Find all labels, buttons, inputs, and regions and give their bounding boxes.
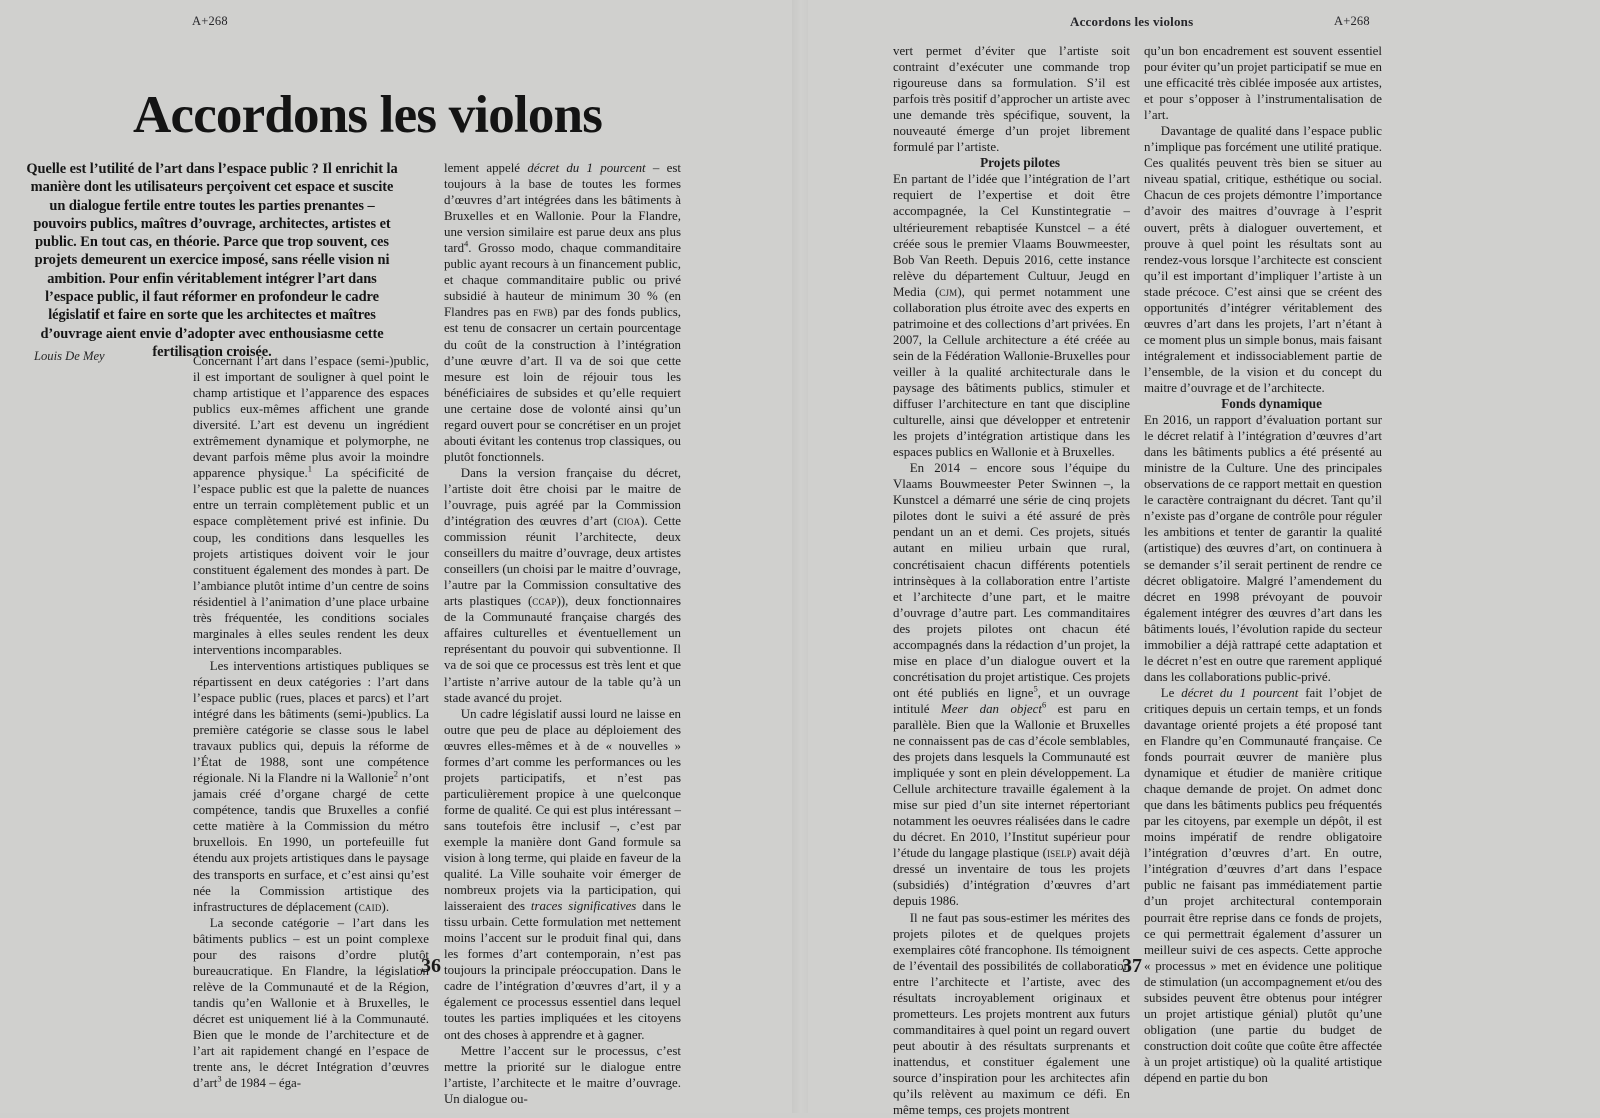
body-column-1 [193,353,429,1091]
paragraph: lement appelé décret du 1 pourcent – est toujours à la base de toutes les formes d’œuvres d’art intégrées dans les bâtiments à Bruxelles et en Wallonie. Pour la Flandre, une version similaire est parue deux ans plus tard$^4$. Grosso modo, chaque commanditaire public ayant recours à un financement public, et chaque commanditaire public ou privé subsidié à hauteur de minimum 30 % (en Flandres pas en fwb) par des fonds publics, est tenu de consacrer un certain pourcentage du coût de la construction à l’intégration d’une œuvre d’art. Il va de soi que cette mesure est loin de réjouir tous les bénéficiaires de subsides et qu’elle requiert une certaine dose de volonté ainsi qu’un regard ouvert pour se concrétiser en un projet abouti évitant les contenus trop classiques, ou plutôt fonctionnels. [444,161,681,464]
paragraph: Mettre l’accent sur le processus, c’est mettre la priorité sur le dialogue entre l’artiste, l’architecte et le maitre d’ouvrage. Un dialogue ou- [444,1043,681,1106]
paragraph: En partant de l’idée que l’intégration de l’art requiert de l’expertise et doit être accompagnée, la Cel Kunstintegratie – ultérieurement rebaptisée Kunstcel – a été créée sous le premier Vlaams Bouwmeester, Bob Van Reeth. Depuis 2016, cette instance relève du département Cultuur, Jeugd en Media (cjm), qui permet notamment une collaboration plus étroite avec des experts en patrimoine et des collections d’art privées. En 2007, la Cellule architecture a été créée au sein de la Fédération Wallonie-Bruxelles pour veiller à la qualité architecturale dans le paysage des bâtiments publics, stimuler et diffuser l’architecture en tant que discipline culturelle, ainsi que développer et entretenir les projets d’intégration artistique dans les espaces publics en Wallonie et à Bruxelles. [893,172,1130,460]
paragraph: La seconde catégorie – l’art dans les bâtiments publics – est un point complexe pour des raisons d’ordre plutôt bureaucratique. En Flandre, la législation relève de la Communauté et de la Région, tandis qu’en Wallonie et à Bruxelles, le décret est uniquement lié à la Communauté. Bien que le monde de l’architecture et de l’art ait rapidement changé en l’espace de trente ans, le décret Intégration d’œuvres d’art$^3$ de 1984 – éga- [193,915,429,1091]
running-head-folio-right: A+268 [1334,14,1370,28]
paragraph: Davantage de qualité dans l’espace public n’implique pas forcément une utilité pratique. Ces qualités peuvent très bien se situer au niveau spatial, critique, esthétique ou social. Chacun de ces projets démontre l’importance d’avoir des maitres d’ouvrage à l’esprit ouvert, prêts à dialoguer ouvertement, et prouve à quel point les résultats sont au rendez-vous lorsque l’architecte est conscient qu’il est important d’impliquer l’artiste à un stade précoce. C’est ainsi que se créent des opportunités d’intégrer véritablement des œuvres d’art dans les projets, l’art n’étant à ce moment plus un simple bonus, mais faisant intégralement et indissociablement partie de l’ensemble, de la vision et du concept du maitre d’ouvrage et de l’architecte. [1144,124,1382,395]
page-number-left: 36 [421,955,441,977]
page-title: Accordons les violons [133,85,603,144]
paragraph: Le décret du 1 pourcent fait l’objet de critiques depuis un certain temps, et un fonds davantage orienté projets a été proposé tant en Flandre qu’en Communauté française. Ce fonds pourrait œuvrer de manière plus dynamique et étudier de manière critique chaque demande de projet. On admet donc que dans les bâtiments publics peu fréquentés par les citoyens, par exemple un dépôt, il est moins impératif de rendre obligatoire l’intégration d’œuvres d’art. En outre, l’intégration d’œuvres d’art dans l’espace public ne faisant pas immédiatement partie d’un projet architectural contemporain pourrait être reprise dans ce fonds de projets, ce qui permettrait également d’assurer un meilleur suivi de ces aspects. Cette approche « processus » met en évidence une politique de stimulation (un accompagnement et/ou des subsides peuvent être obtenus pour intégrer un projet artistique génial) plutôt qu’une obligation (une partie du budget de construction doit coûte que coûte être affectée à un projet artistique) où la qualité artistique dépend en partie du bon [1144,685,1382,1085]
paragraph: En 2016, un rapport d’évaluation portant sur le décret relatif à l’intégration d’œuvres d’art dans les bâtiments publics a été présenté au ministre de la Culture. Une des principales observations de ce rapport mettait en question le caractère contraignant du décret. Tant qu’il n’existe pas d’organe de contrôle pour réguler les ambitions et tenter de garantir la qualité (artistique) des œuvres d’art, on continuera à se demander s’il serait pertinent de rendre ce décret obligatoire. Malgré l’amendement du décret en 1998 prévoyant de pouvoir également intégrer des œuvres d’art dans les bâtiments loués, l’évolution rapide du secteur immobilier a déjà rattrapé cette adaptation et le décret n’est en outre que rarement appliqué dans les collaborations public-privé. [1144,413,1382,684]
body-column-2 [444,160,681,1107]
paragraph: En 2014 – encore sous l’équipe du Vlaams Bouwmeester Peter Swinnen –, la Kunstcel a démarré une série de cinq projets pilotes dont le suivi a été assuré de près pendant un an et demi. Ces projets, situés autant en milieu urbain que rural, concrétisaient chacun différents potentiels intrinsèques à la collaboration entre l’artiste et l’architecte d’une part, et le maitre d’ouvrage d’autre part. Les commanditaires des projets pilotes ont chacun été accompagnés dans la rédaction d’un projet, la mise en place d’un dialogue ouvert et la concrétisation du projet artistique. Ces projets ont été publiés en ligne$^5$, et un ouvrage intitulé Meer dan object$^6$ est paru en parallèle. Bien que la Wallonie et Bruxelles ne connaissent pas de cas d’école semblables, des projets dans lesquels la Communauté est impliquée y sont en plein développement. La Cellule architecture travaille également à la mise sur pied d’un site internet répertoriant notamment les oeuvres réalisées dans le cadre du décret. En 2010, l’Institut supérieur pour l’étude du langage plastique (iselp) avait déjà dressé un inventaire de tous les projets (subsidiés) d’intégration d’œuvres d’art depuis 1986. [893,461,1130,909]
running-head-folio-left: A+268 [192,14,228,28]
lead-paragraph: Quelle est l’utilité de l’art dans l’espace public ? Il enrichit la manière dont les utilisateurs perçoivent cet espace et suscite un dialogue fertile entre toutes les parties prenantes – pouvoirs publics, maîtres d’ouvrage, architectes, artistes et public. En tout cas, en théorie. Parce que trop souvent, ces projets demeurent un exercice imposé, sans réelle vision ni ambition. Pour enfin véritablement intégrer l’art dans l’espace public, il faut réformer en profondeur le cadre législatif et faire en sorte que les architectes et maîtres d’ouvrage aient envie d’adopter avec enthousiasme cette fertilisation croisée. [26,161,398,360]
paragraph: Dans la version française du décret, l’artiste doit être choisi par le maitre de l’ouvrage, puis agréé par la Commission d’intégration des œuvres d’art (cioa). Cette commission réunit l’architecte, deux conseillers du maitre d’ouvrage, deux artistes conseillers (un choisi par le maitre d’ouvrage, l’autre par la Commission consultative des arts plastiques (ccap)), deux fonctionnaires de la Communauté française chargés des affaires culturelles et éventuellement un représentant du pouvoir qui subventionne. Il va de soi que ce processus est très lent et que l’artiste n’arrive autour de la table qu’à un stade avancé du projet. [444,465,681,705]
paragraph: Un cadre législatif aussi lourd ne laisse en outre que peu de place au déploiement des œuvres elles-mêmes et à de « nouvelles » formes d’art comme les performances ou les projets participatifs, et n’est pas particulièrement propice à une quelconque forme de qualité. Ce qui est plus intéressant – sans toutefois être inclusif –, c’est par exemple la manière dont Gand formule sa vision à long terme, qui plaide en faveur de la qualité. La Ville souhaite voir émerger de nombreux projets via la participation, qui laisseraient des traces significatives dans le tissu urbain. Cette formulation met nettement moins l’accent sur le produit final qui, dans les formes d’art contemporain, n’est pas toujours la principale préoccupation. Dans le cadre de l’intégration d’œuvres d’art, il y a également ce processus essentiel dans lequel toutes les parties impliquées et les citoyens ont des choses à apprendre et à gagner. [444,706,681,1042]
running-head-title-right: Accordons les violons [1070,14,1194,29]
body-column-3 [893,43,1130,1118]
author-byline: Louis De Mey [34,349,105,363]
page-number-right: 37 [1122,955,1142,977]
paragraph: qu’un bon encadrement est souvent essentiel pour éviter qu’un projet participatif se mue en une efficacité très ciblée imposée aux artistes, et pour s’opposer à l’instrumentalisation de l’art. [1144,44,1382,123]
section-subhead: Projets pilotes [980,155,1061,171]
paragraph: Il ne faut pas sous-estimer les mérites des projets pilotes et de quelques projets exemplaires côté francophone. Ils témoignent de l’éventail des possibilités de collaboration entre l’architecte et l’artiste, avec des résultats incroyablement originaux et prometteurs. Les projets montrent aux futurs commanditaires à quel point un regard ouvert peut aboutir à des résultats surprenants et inattendus, et constituer également une source d’inspiration pour les architectes afin qu’ils relèvent au maximum ce défi. En même temps, ces projets montrent [893,910,1130,1118]
paragraph: Concernant l’art dans l’espace (semi-)public, il est important de souligner à quel point le champ artistique et l’apparence des espaces publics eux-mêmes affichent une grande diversité. L’art est devenu un ingrédient extrêmement dynamique et polymorphe, ne devant parfois même plus avoir la moindre apparence physique.$^1$ La spécificité de l’espace public est que la palette de nuances entre un terrain complètement public et un espace complètement privé est infinie. Du coup, les conditions dans lesquelles les projets artistiques doivent voir le jour constituent également des mondes à part. De l’ambiance plutôt intime d’un centre de soins résidentiel à l’animation d’une place urbaine très fréquentée, les conditions sociales marginales à elles seules rendent les deux interventions incomparables. [193,354,429,657]
paragraph: Les interventions artistiques publiques se répartissent en deux catégories : l’art dans l’espace public (rues, places et parcs) et l’art intégré dans les bâtiments (semi-)publics. La première catégorie se classe sous le label travaux publics qui, depuis la réforme de l’État de 1988, sont une compétence régionale. Ni la Flandre ni la Wallonie$^2$ n’ont jamais créé d’organe chargé de cette compétence, tandis que Bruxelles a confié cette matière à la Commission du métro bruxellois. En 1990, un portefeuille fut étendu aux projets artistiques dans le paysage des transports en surface, et c’est ainsi qu’est née la Commission artistique des infrastructures de déplacement (caid). [193,658,429,914]
section-subhead: Fonds dynamique [1221,396,1322,412]
paragraph: vert permet d’éviter que l’artiste soit contraint d’exécuter une commande trop rigoureuse dans sa formulation. S’il est parfois très positif d’approcher un artiste avec une demande très spécifique, souvent, la nouveauté émerge d’un projet librement formulé par l’artiste. [893,44,1130,155]
body-column-4 [1144,43,1382,1086]
